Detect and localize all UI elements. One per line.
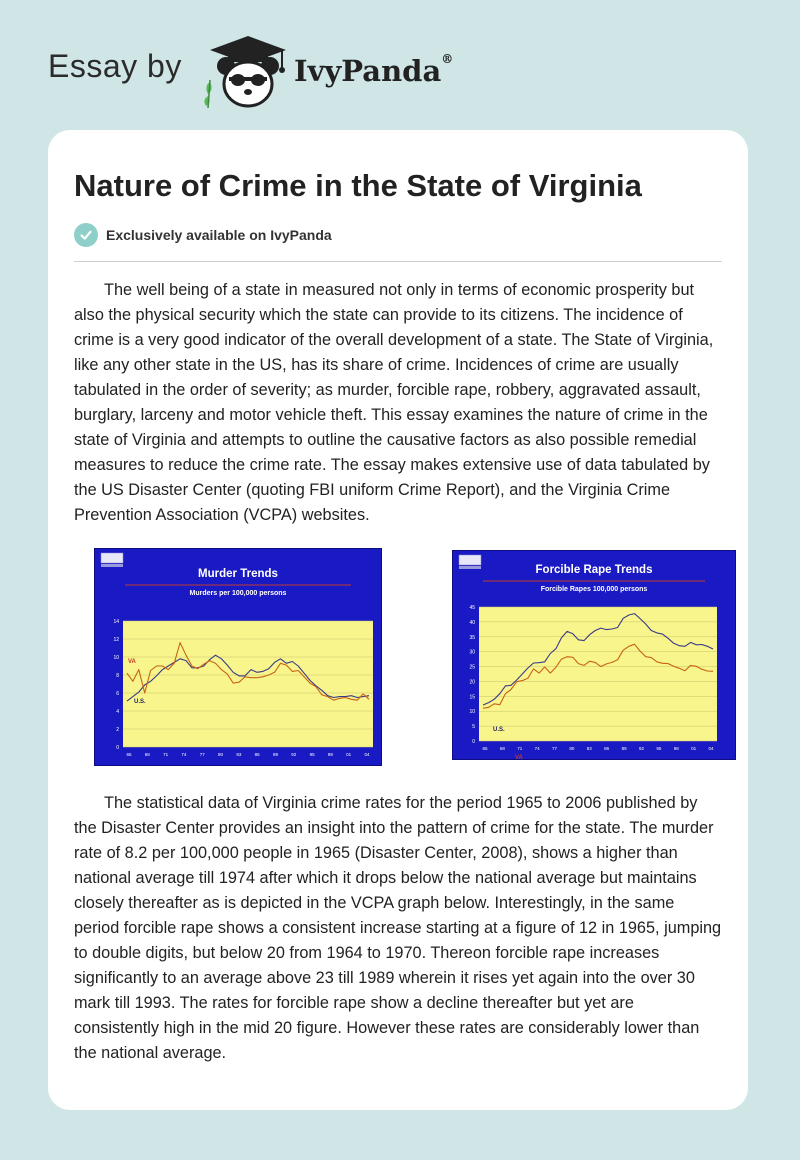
plot-area: [123, 621, 373, 747]
y-tick-label: 10: [113, 655, 119, 661]
va-series-label: VA: [128, 659, 136, 665]
x-tick-label: 92: [291, 752, 297, 757]
rape-trends-chart: [452, 550, 736, 760]
rape-trends-svg: [453, 551, 735, 759]
chart-subtitle: Forcible Rapes 100,000 persons: [540, 586, 648, 593]
chart-title: Forcible Rape Trends: [535, 564, 653, 576]
y-tick-label: 5: [472, 724, 475, 731]
x-tick-label: 89: [621, 746, 627, 751]
plot-area: [479, 607, 717, 741]
vcpa-logo-icon: [459, 555, 481, 565]
x-tick-label: 01: [691, 746, 697, 751]
y-tick-label: 6: [116, 691, 119, 697]
y-tick-label: 15: [469, 694, 475, 701]
exclusive-badge: [74, 222, 332, 248]
murder-trends-svg: [95, 549, 381, 765]
y-tick-label: 4: [116, 709, 119, 715]
us-series-label: U.S.: [134, 699, 146, 705]
x-tick-label: 95: [656, 746, 662, 751]
chart-subtitle: Murders per 100,000 persons: [189, 590, 287, 597]
x-tick-label: 83: [586, 746, 592, 751]
x-tick-label: 77: [552, 746, 558, 751]
y-tick-label: 40: [469, 619, 475, 626]
x-tick-label: 74: [181, 752, 187, 757]
x-tick-label: 86: [604, 746, 610, 751]
x-tick-label: 92: [638, 746, 644, 751]
y-tick-label: 0: [472, 739, 475, 745]
vcpa-logo-strip: [101, 564, 123, 567]
paragraph-intro: The well being of a state in measured not only in terms of economic prosperity but also the physical security which the state can provide to its citizens. The incidence of crime is a very good indicator of the overall development of a state. The State of Virginia, like any other state in the US, has its share of crime. Incidences of crime are usually tabulated in the order of severity; as murder, forcible rape, robbery, aggravated assault, burglary, larceny and motor vehicle theft. This essay examines the nature of crime in the state of Virginia and attempts to outline the causative factors as also possible remedial measures to reduce the crime rate. The essay makes extensive use of data tabulated by the US Disaster Center (quoting FBI uniform Crime Report), and the Virginia Crime Prevention Association (VCPA) websites.: [74, 281, 714, 524]
va-series-label: VA: [515, 755, 523, 759]
x-tick-label: 98: [327, 752, 333, 757]
murder-trends-chart: [94, 548, 382, 766]
essay-card: [48, 130, 748, 1110]
chart-title: Murder Trends: [198, 568, 278, 580]
y-tick-label: 0: [116, 745, 119, 751]
paragraph-statistics: The statistical data of Virginia crime rates for the period 1965 to 2006 published by the Disaster Center provides an insight into the pattern of crime for the state. The murder rate of 8.2 per 100,000 people in 1965 (Disaster Center, 2008), shows a higher than national average till 1974 after which it drops below the national average but maintains closely thereafter as is depicted in the VCPA graph below. Interestingly, in the same period forcible rape shows a consistent increase starting at a figure of 12 in 1965, jumping to double digits, but below 20 from 1964 to 1970. Thereon forcible rape increases significantly to an average above 23 till 1989 wherein it rises yet again into the over 30 mark till 1993. The rates for forcible rape show a decline thereafter but yet are consistently high in the mid 20 figure. However these rates are considerably lower than the national average.: [74, 794, 722, 1062]
vcpa-logo-icon: [101, 553, 123, 563]
x-tick-label: 89: [272, 752, 278, 757]
y-tick-label: 10: [469, 709, 475, 716]
divider: [74, 261, 722, 262]
x-tick-label: 77: [199, 752, 205, 757]
x-tick-label: 95: [309, 752, 315, 757]
essay-by-text: Essay by: [48, 48, 182, 84]
vcpa-logo-strip: [459, 566, 481, 569]
brand-name: IvyPanda®: [294, 52, 454, 88]
panda-logo-icon: [198, 34, 298, 110]
y-tick-label: 30: [469, 649, 475, 656]
y-tick-label: 25: [469, 664, 475, 671]
x-tick-label: 65: [482, 746, 488, 751]
y-tick-label: 45: [469, 605, 475, 611]
y-tick-label: 8: [116, 673, 119, 679]
x-tick-label: 04: [364, 752, 370, 757]
x-tick-label: 68: [144, 752, 150, 757]
x-tick-label: 01: [346, 752, 352, 757]
y-tick-label: 20: [469, 679, 475, 686]
site-brand[interactable]: [48, 34, 508, 114]
y-tick-label: 12: [113, 637, 119, 643]
x-tick-label: 74: [534, 746, 540, 751]
y-tick-label: 2: [116, 727, 119, 733]
badge-text: Exclusively available on IvyPanda: [106, 227, 332, 243]
x-tick-label: 80: [569, 746, 575, 751]
x-tick-label: 68: [499, 746, 505, 751]
check-icon: [74, 223, 98, 247]
page-title: Nature of Crime in the State of Virginia: [74, 168, 642, 203]
x-tick-label: 80: [218, 752, 224, 757]
x-tick-label: 71: [163, 752, 169, 757]
x-tick-label: 65: [126, 752, 132, 757]
x-tick-label: 71: [517, 746, 523, 751]
y-tick-label: 35: [469, 634, 475, 641]
x-tick-label: 04: [708, 746, 714, 751]
x-tick-label: 86: [254, 752, 260, 757]
x-tick-label: 98: [673, 746, 679, 751]
x-tick-label: 83: [236, 752, 242, 757]
y-tick-label: 14: [113, 619, 119, 625]
us-series-label: U.S.: [493, 727, 505, 733]
